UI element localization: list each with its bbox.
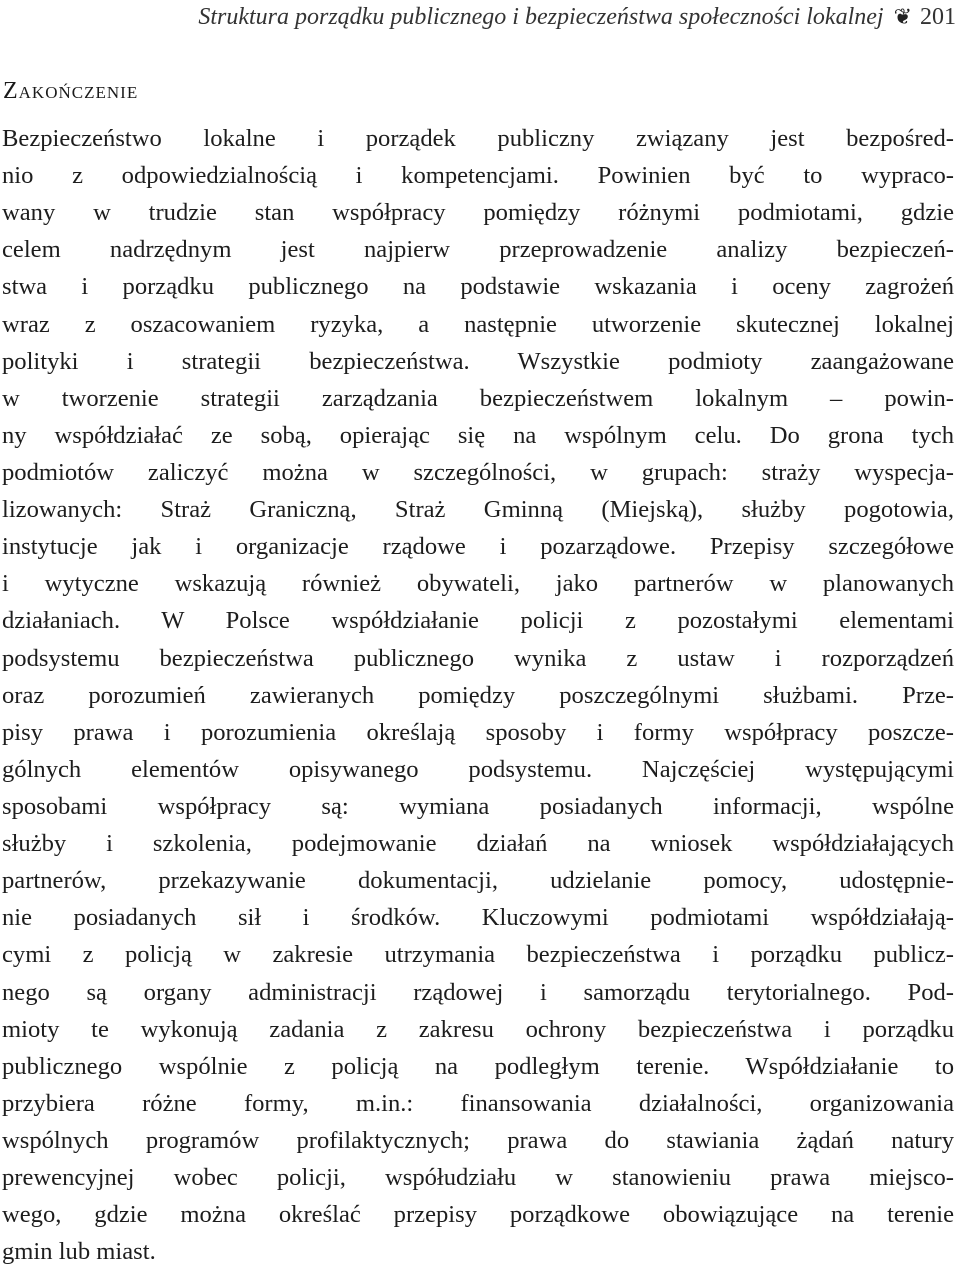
text-line: cymi z policją w zakresie utrzymania bezpieczeństwa i porządku publicz-: [2, 941, 954, 969]
body-paragraph: [2, 120, 954, 1270]
text-line: oraz porozumień zawieranych pomiędzy poszczególnymi służbami. Prze-: [2, 681, 954, 709]
text-line: w tworzenie strategii zarządzania bezpieczeństwem lokalnym – powin-: [2, 384, 954, 412]
text-line: nio z odpowiedzialnością i kompetencjami. Powinien być to wypraco-: [2, 162, 954, 190]
text-line: lizowanych: Straż Graniczną, Straż Gminną (Miejską), służby pogotowia,: [2, 496, 954, 524]
running-head: [0, 2, 956, 32]
text-line: gmin lub miast.: [2, 1238, 156, 1266]
text-line: ny współdziałać ze sobą, opierając się na wspólnym celu. Do grona tych: [2, 421, 954, 449]
text-line: podmiotów zaliczyć można w szczególności, w grupach: straży wyspecja-: [2, 458, 954, 486]
text-line: partnerów, przekazywanie dokumentacji, udzielanie pomocy, udostępnie-: [2, 867, 954, 895]
text-line: instytucje jak i organizacje rządowe i pozarządowe. Przepisy szczegółowe: [2, 533, 954, 561]
text-line: wspólnych programów profilaktycznych; prawa do stawiania żądań natury: [2, 1126, 954, 1154]
text-line: prewencyjnej wobec policji, współudziału w stanowieniu prawa miejsco-: [2, 1164, 954, 1192]
text-line: służby i szkolenia, podejmowanie działań na wniosek współdziałających: [2, 830, 954, 858]
text-line: gólnych elementów opisywanego podsystemu. Najczęściej występującymi: [2, 755, 954, 783]
text-line: polityki i strategii bezpieczeństwa. Wszystkie podmioty zaangażowane: [2, 347, 954, 375]
text-line: pisy prawa i porozumienia określają sposoby i formy współpracy poszcze-: [2, 718, 954, 746]
text-line: celem nadrzędnym jest najpierw przeprowadzenie analizy bezpieczeń-: [2, 236, 954, 264]
text-line: nego są organy administracji rządowej i samorządu terytorialnego. Pod-: [2, 978, 954, 1006]
text-line: nie posiadanych sił i środków. Kluczowymi podmiotami współdziałają-: [2, 904, 954, 932]
text-line: przybiera różne formy, m.in.: finansowania działalności, organizowania: [2, 1089, 954, 1117]
text-line: wany w trudzie stan współpracy pomiędzy różnymi podmiotami, gdzie: [2, 199, 954, 227]
text-line: wraz z oszacowaniem ryzyka, a następnie utworzenie skutecznej lokalnej: [2, 310, 954, 338]
fleuron-icon: ❦: [893, 4, 912, 29]
text-line: stwa i porządku publicznego na podstawie wskazania i oceny zagrożeń: [2, 273, 954, 301]
page-number: 201: [920, 4, 956, 30]
text-line: sposobami współpracy są: wymiana posiadanych informacji, wspólne: [2, 792, 954, 820]
text-line: działaniach. W Polsce współdziałanie policji z pozostałymi elementami: [2, 607, 954, 635]
text-line: mioty te wykonują zadania z zakresu ochrony bezpieczeństwa i porządku: [2, 1015, 954, 1043]
section-title: Zakończenie: [3, 78, 139, 104]
text-line: i wytyczne wskazują również obywateli, jako partnerów w planowanych: [2, 570, 954, 598]
text-line: podsystemu bezpieczeństwa publicznego wynika z ustaw i rozporządzeń: [2, 644, 954, 672]
running-title: Struktura porządku publicznego i bezpieczeństwa społeczności lokalnej: [198, 4, 884, 30]
text-line: wego, gdzie można określać przepisy porządkowe obowiązujące na terenie: [2, 1201, 954, 1229]
text-line: Bezpieczeństwo lokalne i porządek publiczny związany jest bezpośred-: [2, 125, 954, 152]
text-line: publicznego wspólnie z policją na podległym terenie. Współdziałanie to: [2, 1052, 954, 1080]
